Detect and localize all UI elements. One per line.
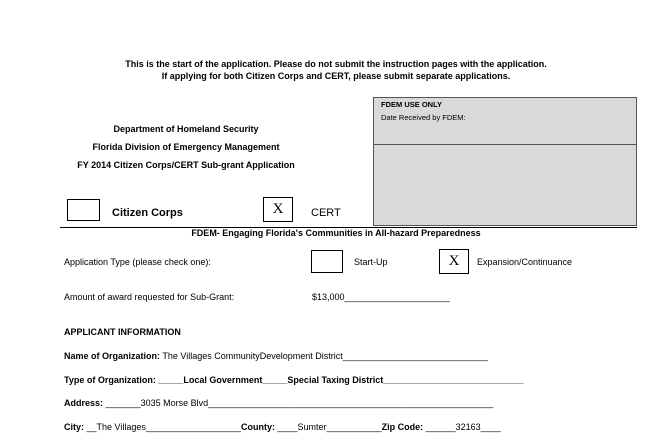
startup-checkbox[interactable] <box>311 250 343 273</box>
zip-field[interactable]: ______32163____ <box>425 422 501 432</box>
department-name: Department of Homeland Security <box>113 124 259 134</box>
tagline: FDEM- Engaging Florida's Communities in All-hazard Preparedness <box>191 228 481 238</box>
city-label: City: <box>64 422 84 432</box>
fdem-box-divider <box>374 144 636 145</box>
org-name-field[interactable] <box>162 351 488 361</box>
award-amount-label: Amount of award requested for Sub-Grant: <box>64 292 235 302</box>
award-amount-field[interactable] <box>312 292 450 302</box>
expansion-label: Expansion/Continuance <box>477 257 573 267</box>
county-field[interactable]: ____Sumter___________ <box>277 422 382 432</box>
notice-line-2: If applying for both Citizen Corps and CERT, please submit separate applications. <box>161 71 511 81</box>
startup-label: Start-Up <box>354 257 388 267</box>
application-title: FY 2014 Citizen Corps/CERT Sub-grant Application <box>77 160 295 170</box>
org-type-label: Type of Organization: <box>64 375 156 385</box>
cert-label: CERT <box>311 207 341 219</box>
county-label: County: <box>241 422 275 432</box>
application-type-label: Application Type (please check one): <box>64 257 211 267</box>
address-row <box>64 398 493 408</box>
city-county-zip-row <box>64 422 501 432</box>
org-type-row <box>64 375 523 385</box>
zip-label: Zip Code: <box>381 422 424 432</box>
notice-line-1: This is the start of the application. Please do not submit the instruction pages with the application. <box>125 59 547 69</box>
org-name-label: Name of Organization: <box>64 351 161 361</box>
address-field[interactable]: _______3035 Morse Blvd_________________________________________________________ <box>105 398 494 408</box>
fdem-use-only-box <box>373 97 637 226</box>
org-name-blank: _____________________________ <box>342 351 488 361</box>
org-name-row <box>64 351 488 361</box>
date-received-label: Date Received by FDEM: <box>381 113 466 122</box>
citizen-corps-checkbox[interactable] <box>67 199 100 221</box>
fdem-use-only-title: FDEM USE ONLY <box>381 100 442 109</box>
award-amount-value: $13,000 <box>312 292 345 302</box>
cert-checkbox[interactable]: X <box>263 197 293 222</box>
division-name: Florida Division of Emergency Management <box>92 142 280 152</box>
org-name-value: The Villages CommunityDevelopment District <box>162 351 343 361</box>
expansion-checkbox[interactable]: X <box>439 249 469 274</box>
address-label: Address: <box>64 398 104 408</box>
applicant-info-heading: APPLICANT INFORMATION <box>64 327 181 337</box>
city-field[interactable]: __The Villages___________________ <box>86 422 241 432</box>
citizen-corps-label: Citizen Corps <box>112 207 183 219</box>
org-type-field[interactable]: _____Local Government_____Special Taxing District____________________________ <box>158 375 524 385</box>
award-amount-blank: _____________________ <box>344 292 450 302</box>
